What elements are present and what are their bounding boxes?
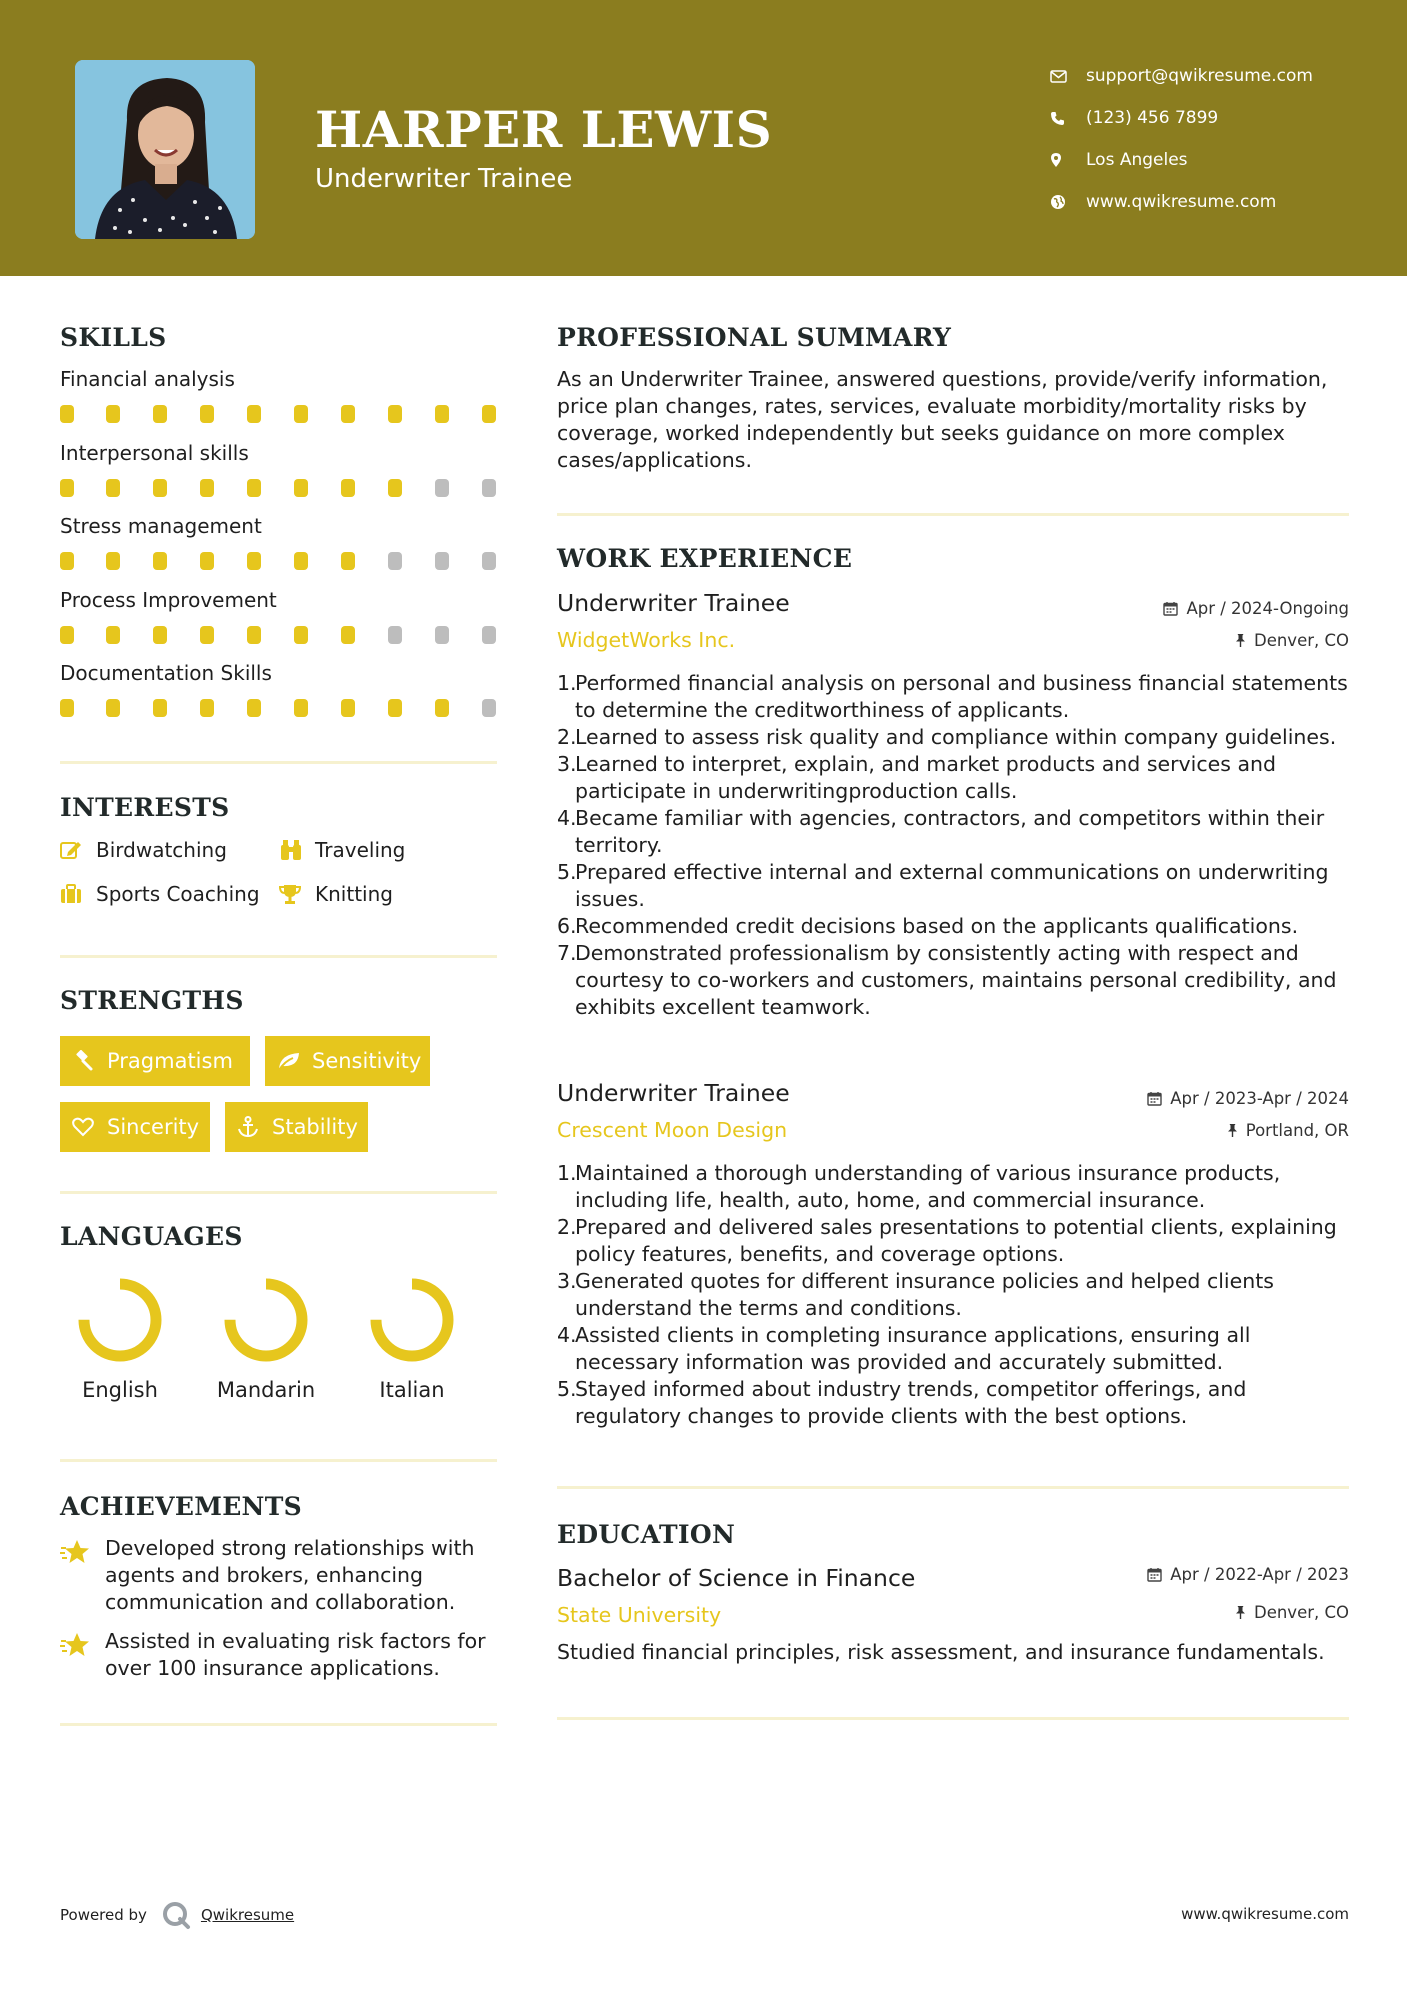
language-proficiency-ring	[366, 1274, 458, 1366]
job-bullet	[557, 859, 1357, 913]
job-bullet	[557, 913, 1357, 940]
rating-dot-empty	[388, 552, 402, 570]
job-location-text: Portland, OR	[1245, 1121, 1349, 1140]
job-bullet	[557, 1376, 1357, 1430]
rating-dot-filled	[341, 699, 355, 717]
rating-dot-filled	[482, 405, 496, 423]
skills-heading: SKILLS	[60, 323, 167, 352]
summary-text: As an Underwriter Trainee, answered questions, provide/verify information, price plan changes, rates, services, evaluate morbidity/mortality risks by coverage, worked independently but seeks guidance on more complex cases/applications.	[557, 367, 1328, 472]
bullet-number: 4.	[557, 1323, 577, 1347]
map-pin-icon	[1050, 152, 1086, 168]
degree-title: Bachelor of Science in Finance	[557, 1564, 916, 1592]
job-bullet	[557, 1160, 1357, 1214]
language-level-arc	[84, 1284, 156, 1356]
skill-name: Stress management	[60, 514, 262, 538]
interests-heading: INTERESTS	[60, 793, 230, 822]
summary-heading: PROFESSIONAL SUMMARY	[557, 323, 952, 352]
footer-website[interactable]: www.qwikresume.com	[1181, 1905, 1349, 1923]
strength-label: Stability	[272, 1115, 358, 1139]
interest-label: Traveling	[315, 838, 406, 862]
rating-dot-empty	[435, 479, 449, 497]
skill-rating	[60, 405, 500, 423]
rating-dot-empty	[482, 626, 496, 644]
rating-dot-filled	[200, 552, 214, 570]
contact-website[interactable]	[1050, 181, 1380, 223]
phone-icon	[1050, 111, 1086, 126]
candidate-title: Underwriter Trainee	[315, 164, 573, 194]
bullet-text: Recommended credit decisions based on the applicants qualifications.	[575, 914, 1299, 938]
leaf-icon	[277, 1051, 312, 1071]
interest-item	[279, 882, 393, 906]
divider	[557, 513, 1349, 516]
rating-dot-filled	[435, 405, 449, 423]
strength-label: Sensitivity	[312, 1049, 422, 1073]
rating-dot-filled	[153, 479, 167, 497]
divider	[60, 761, 497, 764]
rating-dot-filled	[388, 699, 402, 717]
rating-dot-empty	[435, 626, 449, 644]
language-name: Italian	[379, 1378, 445, 1402]
skill-rating	[60, 552, 500, 570]
education-dates	[1147, 1565, 1349, 1584]
footer-powered-by	[60, 1900, 294, 1930]
interest-item	[60, 882, 260, 906]
achievement-item	[60, 1628, 510, 1682]
job-bullet	[557, 724, 1357, 751]
job-title: Underwriter Trainee	[557, 589, 790, 617]
language-proficiency-ring	[220, 1274, 312, 1366]
rating-dot-filled	[60, 699, 74, 717]
rating-dot-filled	[60, 626, 74, 644]
header-banner	[0, 0, 1407, 276]
job-title: Underwriter Trainee	[557, 1079, 790, 1107]
rating-dot-filled	[294, 552, 308, 570]
skill-rating	[60, 626, 500, 644]
language-name: English	[82, 1378, 158, 1402]
language-item	[60, 1274, 180, 1402]
bullet-number: 2.	[557, 1215, 577, 1239]
email-text: support@qwikresume.com	[1086, 66, 1313, 86]
job-bullets	[557, 670, 1357, 1021]
divider	[60, 955, 497, 958]
bullet-number: 1.	[557, 1161, 577, 1185]
strength-tag	[60, 1102, 210, 1152]
job-location	[1227, 1121, 1349, 1140]
job-dates-text: Apr / 2023-Apr / 2024	[1170, 1089, 1349, 1108]
company-name: Crescent Moon Design	[557, 1118, 788, 1142]
contact-location	[1050, 139, 1380, 181]
bullet-text: Performed financial analysis on personal and business financial statements to determine the creditworthiness of applicants.	[575, 671, 1348, 722]
bullet-number: 4.	[557, 806, 577, 830]
rating-dot-filled	[200, 479, 214, 497]
rating-dot-filled	[106, 699, 120, 717]
divider	[60, 1459, 497, 1462]
achievements-heading: ACHIEVEMENTS	[60, 1492, 302, 1521]
heart-icon	[72, 1117, 107, 1137]
job-bullet	[557, 670, 1357, 724]
job-bullets	[557, 1160, 1357, 1430]
calendar-icon	[1147, 1091, 1162, 1106]
bullet-text: Prepared effective internal and external communications on underwriting issues.	[575, 860, 1329, 911]
bullet-number: 1.	[557, 671, 577, 695]
achievement-item	[60, 1535, 510, 1616]
strength-label: Pragmatism	[107, 1049, 233, 1073]
rating-dot-filled	[153, 405, 167, 423]
skill-rating	[60, 699, 500, 717]
language-name: Mandarin	[216, 1378, 316, 1402]
qwikresume-link[interactable]: Qwikresume	[200, 1906, 295, 1924]
rating-dot-filled	[341, 479, 355, 497]
divider	[557, 1717, 1349, 1720]
rating-dot-empty	[482, 699, 496, 717]
rating-dot-filled	[153, 699, 167, 717]
divider	[60, 1723, 497, 1726]
skill-rating	[60, 479, 500, 497]
rating-dot-empty	[388, 626, 402, 644]
rating-dot-filled	[200, 626, 214, 644]
rating-dot-filled	[294, 626, 308, 644]
bullet-number: 3.	[557, 1269, 577, 1293]
pushpin-icon	[1227, 1123, 1238, 1138]
bullet-number: 6.	[557, 914, 577, 938]
bullet-number: 5.	[557, 1377, 577, 1401]
contact-email[interactable]	[1050, 55, 1380, 97]
rating-dot-filled	[435, 699, 449, 717]
anchor-icon	[237, 1116, 272, 1138]
bullet-text: Prepared and delivered sales presentations to potential clients, explaining policy features, benefits, and coverage options.	[575, 1215, 1337, 1266]
rating-dot-filled	[388, 479, 402, 497]
bullet-text: Generated quotes for different insurance policies and helped clients understand the terms and conditions.	[575, 1269, 1274, 1320]
rating-dot-filled	[247, 699, 261, 717]
rating-dot-filled	[106, 626, 120, 644]
education-heading: EDUCATION	[557, 1520, 736, 1549]
rating-dot-filled	[247, 552, 261, 570]
bullet-text: Demonstrated professionalism by consistently acting with respect and courtesy to co-workers and customers, maintains personal credibility, and exhibits excellent teamwork.	[575, 941, 1337, 1019]
pushpin-icon	[1235, 633, 1246, 648]
rating-dot-filled	[200, 405, 214, 423]
rating-dot-filled	[200, 699, 214, 717]
powered-by-text: Powered by	[60, 1906, 147, 1924]
rating-dot-filled	[153, 626, 167, 644]
language-item	[352, 1274, 472, 1402]
job-location-text: Denver, CO	[1253, 631, 1349, 650]
job-bullet	[557, 940, 1357, 1021]
interest-label: Sports Coaching	[96, 882, 260, 906]
job-dates-text: Apr / 2024-Ongoing	[1186, 599, 1349, 618]
strength-tag	[265, 1036, 430, 1086]
rating-dot-empty	[482, 479, 496, 497]
company-name: WidgetWorks Inc.	[557, 628, 736, 652]
rating-dot-filled	[247, 405, 261, 423]
candidate-name: HARPER LEWIS	[315, 100, 773, 159]
education-description: Studied financial principles, risk assessment, and insurance fundamentals.	[557, 1640, 1325, 1664]
strength-label: Sincerity	[107, 1115, 200, 1139]
rating-dot-filled	[341, 405, 355, 423]
skill-name: Interpersonal skills	[60, 440, 249, 465]
divider	[60, 1191, 497, 1194]
rating-dot-filled	[106, 405, 120, 423]
bullet-number: 2.	[557, 725, 577, 749]
bullet-text: Stayed informed about industry trends, competitor offerings, and regulatory changes to provide clients with the best options.	[575, 1377, 1247, 1428]
rating-dot-filled	[388, 405, 402, 423]
experience-heading: WORK EXPERIENCE	[557, 544, 853, 573]
profile-photo	[75, 60, 255, 239]
gavel-icon	[72, 1050, 107, 1072]
job-bullet	[557, 1214, 1357, 1268]
language-level-arc	[230, 1284, 302, 1356]
bullet-number: 7.	[557, 941, 577, 965]
education-location	[1235, 1603, 1349, 1622]
website-text: www.qwikresume.com	[1086, 192, 1277, 212]
skill-name: Documentation Skills	[60, 661, 272, 685]
bullet-text: Assisted clients in completing insurance applications, ensuring all necessary information was provided and accurately submitted.	[575, 1323, 1251, 1374]
rating-dot-filled	[106, 479, 120, 497]
rating-dot-filled	[294, 479, 308, 497]
job-bullet	[557, 1268, 1357, 1322]
briefcase-icon	[60, 884, 96, 904]
envelope-icon	[1050, 70, 1086, 83]
rating-dot-empty	[482, 552, 496, 570]
pencil-square-icon	[60, 840, 96, 860]
star-icon	[60, 1535, 105, 1616]
strengths-heading: STRENGTHS	[60, 986, 244, 1015]
strength-tag	[225, 1102, 368, 1152]
education-dates-text: Apr / 2022-Apr / 2023	[1170, 1565, 1349, 1584]
rating-dot-filled	[247, 479, 261, 497]
contact-phone[interactable]	[1050, 97, 1380, 139]
skill-name: Financial analysis	[60, 367, 235, 391]
phone-text: (123) 456 7899	[1086, 108, 1219, 128]
bullet-text: Learned to interpret, explain, and market products and services and participate in underwritingproduction calls.	[575, 752, 1277, 803]
job-bullet	[557, 751, 1357, 805]
trophy-icon	[279, 883, 315, 905]
bullet-number: 3.	[557, 752, 577, 776]
interest-label: Knitting	[315, 882, 393, 906]
bullet-text: Became familiar with agencies, contractors, and competitors within their territory.	[575, 806, 1325, 857]
rating-dot-filled	[341, 552, 355, 570]
school-name: State University	[557, 1603, 722, 1627]
rating-dot-filled	[341, 626, 355, 644]
binoculars-icon	[279, 839, 315, 861]
bullet-number: 5.	[557, 860, 577, 884]
language-item	[206, 1274, 326, 1402]
calendar-icon	[1147, 1567, 1162, 1582]
bullet-text: Maintained a thorough understanding of various insurance products, including life, health, auto, home, and commercial insurance.	[575, 1161, 1281, 1212]
education-location-text: Denver, CO	[1253, 1603, 1349, 1622]
achievement-text: Developed strong relationships with agents and brokers, enhancing communication and collaboration.	[105, 1536, 475, 1614]
job-dates	[1163, 599, 1349, 618]
location-text: Los Angeles	[1086, 150, 1188, 170]
interest-item	[60, 838, 227, 862]
rating-dot-filled	[60, 479, 74, 497]
job-bullet	[557, 1322, 1357, 1376]
language-level-arc	[376, 1284, 448, 1356]
bullet-text: Learned to assess risk quality and compliance within company guidelines.	[575, 725, 1337, 749]
rating-dot-filled	[106, 552, 120, 570]
pushpin-icon	[1235, 1605, 1246, 1620]
languages-heading: LANGUAGES	[60, 1222, 243, 1251]
skill-name: Process Improvement	[60, 587, 277, 612]
qwikresume-logo-icon	[161, 1900, 191, 1930]
job-bullet	[557, 805, 1357, 859]
rating-dot-filled	[60, 552, 74, 570]
contact-list	[1050, 55, 1380, 223]
job-location	[1235, 631, 1349, 650]
divider	[557, 1486, 1349, 1489]
star-icon	[60, 1628, 105, 1682]
globe-icon	[1050, 194, 1086, 210]
rating-dot-filled	[247, 626, 261, 644]
strength-tag	[60, 1036, 250, 1086]
job-dates	[1147, 1089, 1349, 1108]
rating-dot-filled	[294, 699, 308, 717]
rating-dot-filled	[153, 552, 167, 570]
rating-dot-filled	[294, 405, 308, 423]
rating-dot-filled	[60, 405, 74, 423]
interest-item	[279, 838, 405, 862]
rating-dot-empty	[435, 552, 449, 570]
calendar-icon	[1163, 601, 1178, 616]
language-proficiency-ring	[74, 1274, 166, 1366]
interest-label: Birdwatching	[96, 838, 227, 862]
achievement-text: Assisted in evaluating risk factors for over 100 insurance applications.	[105, 1629, 486, 1680]
